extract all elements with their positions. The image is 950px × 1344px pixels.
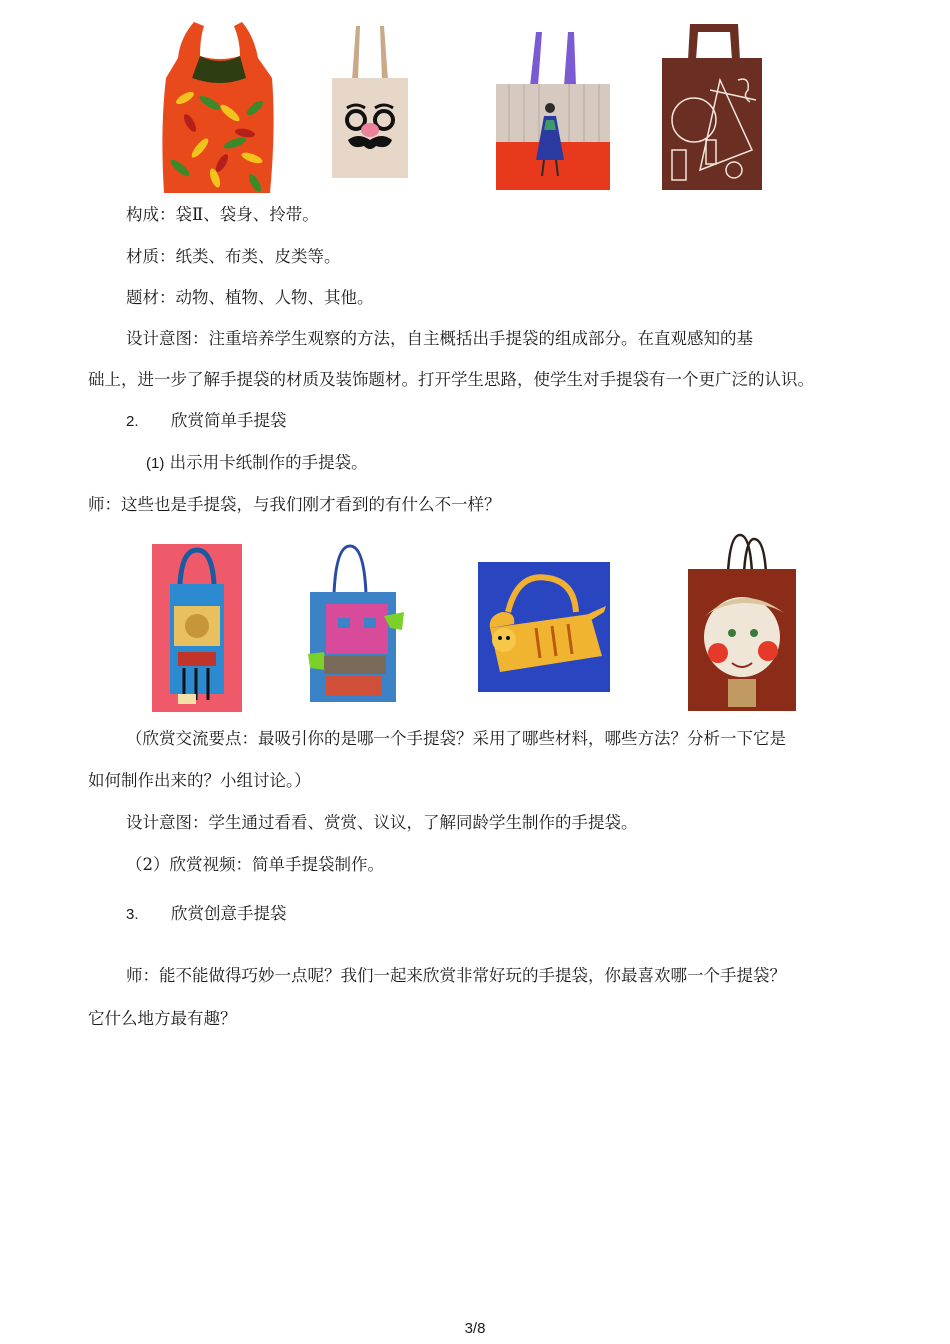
design-intent-line-1: 设计意图：注重培养学生观察的方法，自主概括出手提袋的组成部分。在直观感知的基 (126, 329, 753, 348)
section-3-heading (126, 904, 287, 925)
section-3-number: 3. (126, 906, 139, 923)
design-intent-2: 设计意图：学生通过看看、赏赏、议议，了解同龄学生制作的手提袋。 (126, 813, 638, 832)
glasses-mustache-tote-image (330, 22, 410, 180)
girl-illustration-tote-image (494, 30, 612, 192)
discussion-line-2: 如何制作出来的？小组讨论。） (88, 771, 311, 790)
sub-item-2-text: 欣赏视频：简单手提袋制作。 (169, 855, 384, 874)
material-line: 材质：纸类、布类、皮类等。 (126, 247, 341, 266)
teacher-question-2-line-1: 师：能不能做得巧妙一点呢？我们一起来欣赏非常好玩的手提袋，你最喜欢哪一个手提袋？ (126, 966, 786, 985)
section-2-heading (126, 411, 287, 432)
discussion-line-1: （欣赏交流要点：最吸引你的是哪一个手提袋？采用了哪些材料，哪些方法？分析一下它是 (126, 729, 786, 748)
brown-line-art-tote-image (660, 20, 764, 192)
design-intent-line-2: 础上，进一步了解手提袋的材质及装饰题材。打开学生思路，使学生对手提袋有一个更广泛的认识。 (88, 370, 814, 389)
sub-item-1 (146, 453, 368, 474)
cardboard-robot-bag-image (152, 544, 242, 712)
section-2-number: 2. (126, 413, 139, 430)
cardboard-tiger-bag-image (478, 562, 610, 692)
floral-fabric-tote-image (160, 18, 278, 196)
sub-item-1-text: 出示用卡纸制作的手提袋。 (169, 453, 368, 472)
sub-item-1-number: (1) (146, 455, 165, 472)
section-3-title: 欣赏创意手提袋 (171, 904, 287, 923)
theme-line: 题材：动物、植物、人物、其他。 (126, 288, 374, 307)
page-number: 3/8 (464, 1320, 486, 1337)
teacher-question-1: 师：这些也是手提袋，与我们刚才看到的有什么不一样？ (88, 495, 501, 514)
cardboard-face-bag-image (688, 533, 798, 713)
section-2-title: 欣赏简单手提袋 (171, 411, 287, 430)
sub-item-2-number: （2） (126, 855, 170, 874)
cardboard-monster-bag-image (304, 544, 410, 706)
sub-item-2 (126, 855, 384, 875)
composition-line: 构成：袋Ⅱ、袋身、拎带。 (126, 205, 319, 224)
teacher-question-2-line-2: 它什么地方最有趣？ (88, 1009, 237, 1028)
